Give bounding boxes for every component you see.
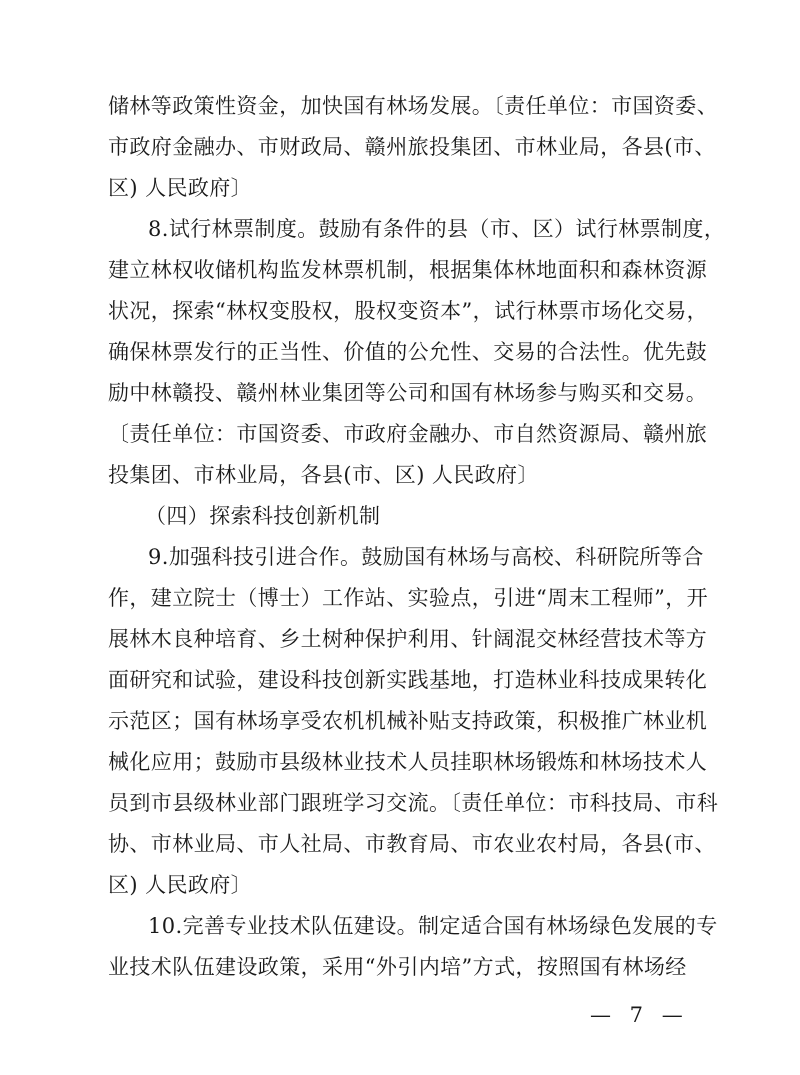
page-number: — 7 —: [590, 1003, 689, 1027]
paragraph-heading-8: 8.试行林票制度。鼓励有条件的县（市、区）试行林票制度，: [148, 217, 726, 241]
text-line: 确保林票发行的正当性、价值的公允性、交易的合法性。优先鼓: [108, 340, 708, 364]
text-line: 业技术队伍建设政策，采用“外引内培”方式，按照国有林场经: [108, 955, 687, 979]
text-line: 面研究和试验，建设科技创新实践基地，打造林业科技成果转化: [108, 668, 708, 692]
text-line: 作，建立院士（博士）工作站、实验点，引进“周末工程师”，开: [108, 586, 709, 610]
text-line: 建立林权收储机构监发林票机制，根据集体林地面积和森林资源: [108, 258, 708, 282]
text-line: 励中林赣投、赣州林业集团等公司和国有林场参与购买和交易。: [108, 381, 708, 405]
text-line: 协、市林业局、市人社局、市教育局、市农业农村局，各县(市、: [108, 832, 716, 856]
text-line: 区) 人民政府〕: [108, 873, 253, 897]
text-line: 械化应用；鼓励市县级林业技术人员挂职林场锻炼和林场技术人: [108, 750, 708, 774]
text-line: 示范区；国有林场享受农机机械补贴支持政策，积极推广林业机: [108, 709, 708, 733]
text-line: 区) 人民政府〕: [108, 176, 253, 200]
section-heading: （四）探索科技创新机制: [145, 504, 381, 528]
text-line: 投集团、市林业局，各县(市、区) 人民政府〕: [108, 463, 539, 487]
paragraph-heading-9: 9.加强科技引进合作。鼓励国有林场与高校、科研院所等合: [148, 545, 704, 569]
text-line: 状况，探索“林权变股权，股权变资本”，试行林票市场化交易，: [108, 299, 709, 323]
text-line: 〔责任单位：市国资委、市政府金融办、市自然资源局、赣州旅: [108, 422, 708, 446]
text-line: 员到市县级林业部门跟班学习交流。〔责任单位：市科技局、市科: [108, 791, 719, 815]
text-line: 市政府金融办、市财政局、赣州旅投集团、市林业局，各县(市、: [108, 135, 716, 159]
text-line: 展林木良种培育、乡土树种保护利用、针阔混交林经营技术等方: [108, 627, 708, 651]
paragraph-heading-10: 10.完善专业技术队伍建设。制定适合国有林场绿色发展的专: [148, 914, 718, 938]
text-line: 储林等政策性资金，加快国有林场发展。〔责任单位：市国资委、: [108, 94, 719, 118]
